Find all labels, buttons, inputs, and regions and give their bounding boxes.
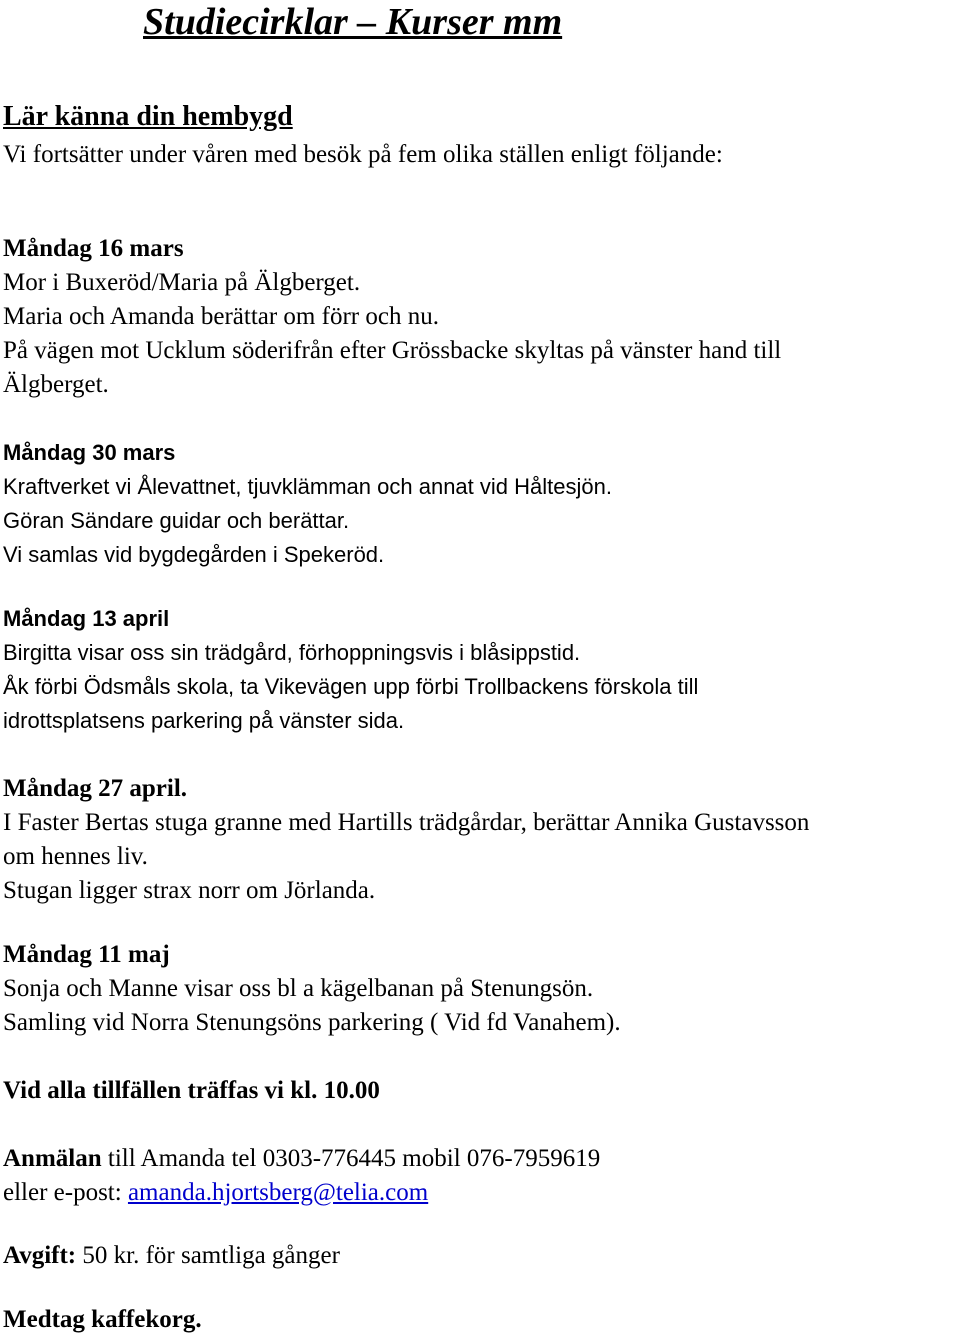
event-line: På vägen mot Ucklum söderifrån efter Grössbacke skyltas på vänster hand till xyxy=(3,337,782,364)
fee-text: 50 kr. för samtliga gånger xyxy=(76,1242,340,1269)
event-line: Åk förbi Ödsmåls skola, ta Vikevägen upp förbi Trollbackens förskola till xyxy=(3,674,699,699)
event-date: Måndag 13 april xyxy=(3,606,170,631)
event-line: I Faster Bertas stuga granne med Hartills trädgårdar, berättar Annika Gustavsson xyxy=(3,809,810,836)
intro-text: Vi fortsätter under våren med besök på fem olika ställen enligt följande: xyxy=(3,141,723,168)
event-line: Kraftverket vi Ålevattnet, tjuvklämman och annat vid Håltesjön. xyxy=(3,474,612,499)
registration-text: till Amanda tel 0303-776445 mobil 076-7959619 xyxy=(101,1145,601,1172)
event-line: Stugan ligger strax norr om Jörlanda. xyxy=(3,877,376,904)
email-link[interactable]: amanda.hjortsberg@telia.com xyxy=(127,1179,429,1206)
event-line: Mor i Buxeröd/Maria på Älgberget. xyxy=(3,269,361,296)
event-date: Måndag 16 mars xyxy=(3,235,184,262)
section-heading: Lär känna din hembygd xyxy=(3,101,293,132)
registration-label: Anmälan xyxy=(3,1145,102,1172)
event-date: Måndag 11 maj xyxy=(3,941,170,968)
event-date: Måndag 30 mars xyxy=(3,440,176,465)
time-note: Vid alla tillfällen träffas vi kl. 10.00 xyxy=(3,1077,380,1104)
event-line: Göran Sändare guidar och berättar. xyxy=(3,508,350,533)
registration-line xyxy=(3,1144,600,1174)
event-line: Maria och Amanda berättar om förr och nu. xyxy=(3,303,439,330)
event-line: idrottsplatsens parkering på vänster sida. xyxy=(3,708,405,733)
page-title: Studiecirklar – Kurser mm xyxy=(143,1,563,43)
event-line: Birgitta visar oss sin trädgård, förhoppningsvis i blåsippstid. xyxy=(3,640,581,665)
event-date: Måndag 27 april. xyxy=(3,775,188,802)
event-line: Samling vid Norra Stenungsöns parkering ( Vid fd Vanahem). xyxy=(3,1009,621,1036)
fee-line xyxy=(3,1241,340,1271)
fee-label: Avgift: xyxy=(3,1242,77,1269)
event-line: om hennes liv. xyxy=(3,843,148,870)
event-line: Älgberget. xyxy=(3,371,109,398)
email-line xyxy=(3,1178,428,1208)
email-prefix: eller e-post: xyxy=(3,1179,128,1206)
bring-note: Medtag kaffekorg. xyxy=(3,1306,202,1333)
event-line: Sonja och Manne visar oss bl a kägelbanan på Stenungsön. xyxy=(3,975,594,1002)
event-line: Vi samlas vid bygdegården i Spekeröd. xyxy=(3,542,385,567)
